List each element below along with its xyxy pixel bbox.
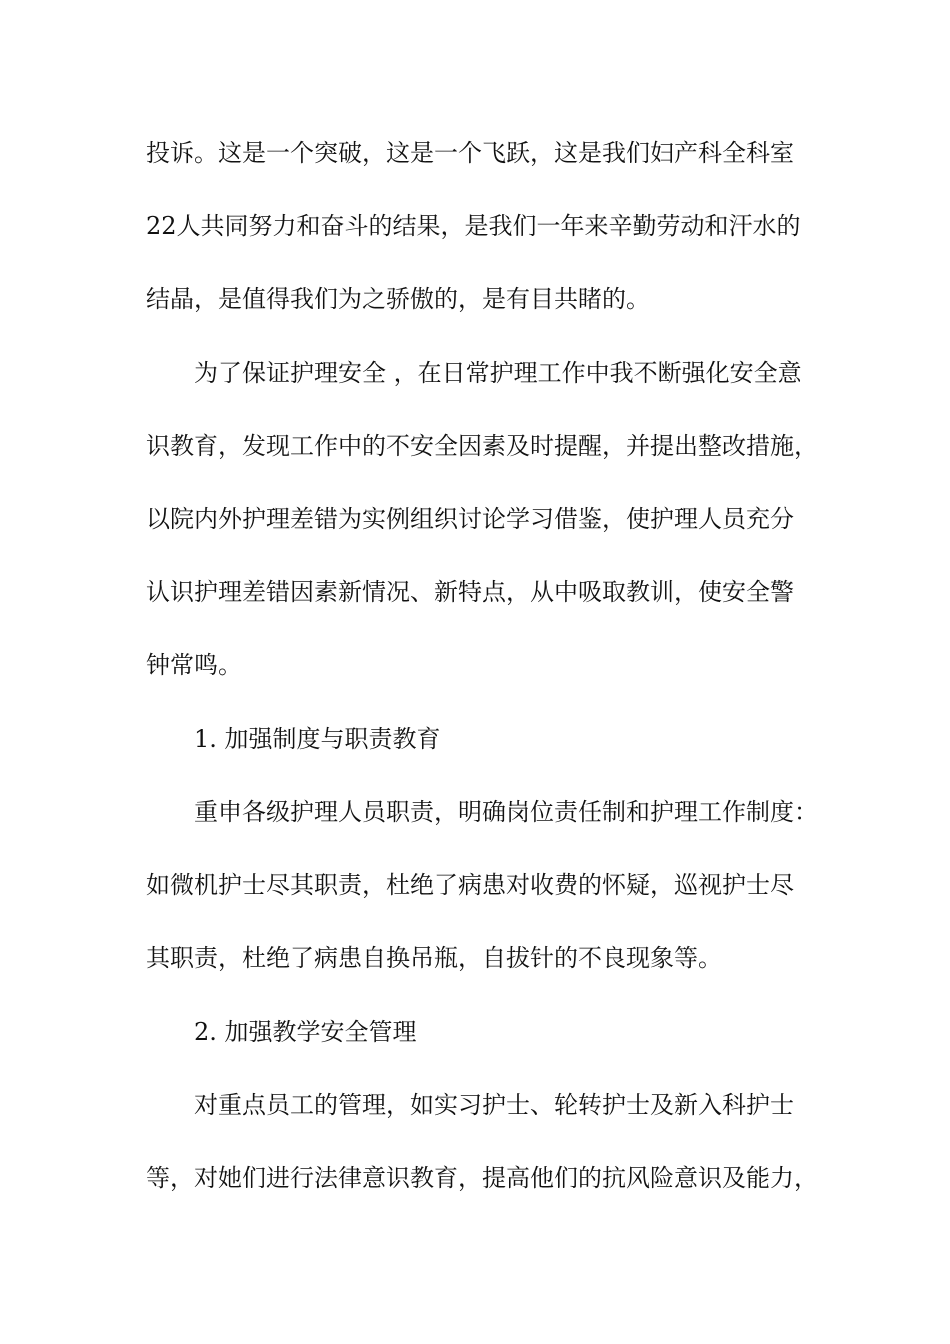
text-line: 结晶，是值得我们为之骄傲的，是有目共睹的。 — [146, 285, 650, 313]
text-line: 其职责，杜绝了病患自换吊瓶，自拔针的不良现象等。 — [146, 944, 722, 972]
text-line: 认识护理差错因素新情况、新特点，从中吸取教训，使安全警 — [146, 578, 794, 606]
paragraph-start-line: 对重点员工的管理，如实习护士、轮转护士及新入科护士 — [194, 1091, 794, 1119]
text-line: 以院内外护理差错为实例组织讨论学习借鉴，使护理人员充分 — [146, 505, 794, 533]
numbered-heading-1: 1. 加强制度与职责教育 — [194, 725, 441, 753]
text-line: 等，对她们进行法律意识教育，提高他们的抗风险意识及能力， — [146, 1164, 818, 1192]
paragraph-start-line: 为了保证护理安全 ，在日常护理工作中我不断强化安全意 — [194, 359, 802, 387]
text-line: 钟常鸣。 — [146, 651, 242, 679]
paragraph-start-line: 重申各级护理人员职责，明确岗位责任制和护理工作制度： — [194, 798, 818, 826]
numbered-heading-2: 2. 加强教学安全管理 — [194, 1018, 417, 1046]
text-line: 投诉。这是一个突破，这是一个飞跃，这是我们妇产科全科室 — [146, 139, 794, 167]
text-line: 22人共同努力和奋斗的结果，是我们一年来辛勤劳动和汗水的 — [146, 212, 801, 240]
text-line: 如微机护士尽其职责，杜绝了病患对收费的怀疑，巡视护士尽 — [146, 871, 794, 899]
text-line: 识教育，发现工作中的不安全因素及时提醒，并提出整改措施， — [146, 432, 818, 460]
